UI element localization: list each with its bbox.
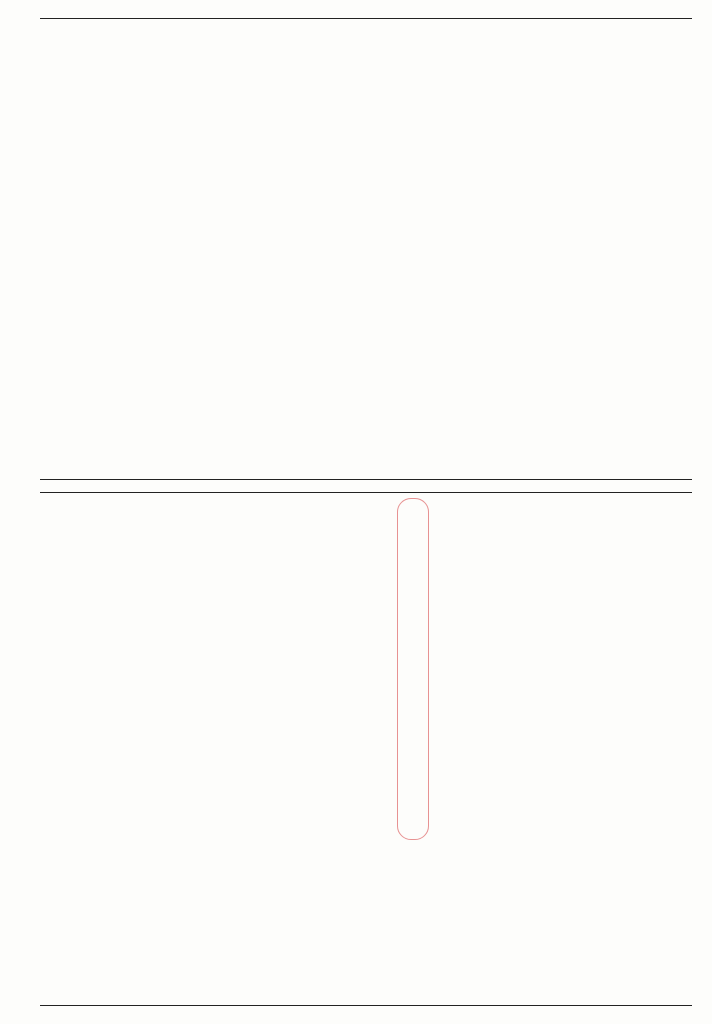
roster-table-top xyxy=(40,18,692,480)
roster-table-bottom xyxy=(40,492,692,1006)
